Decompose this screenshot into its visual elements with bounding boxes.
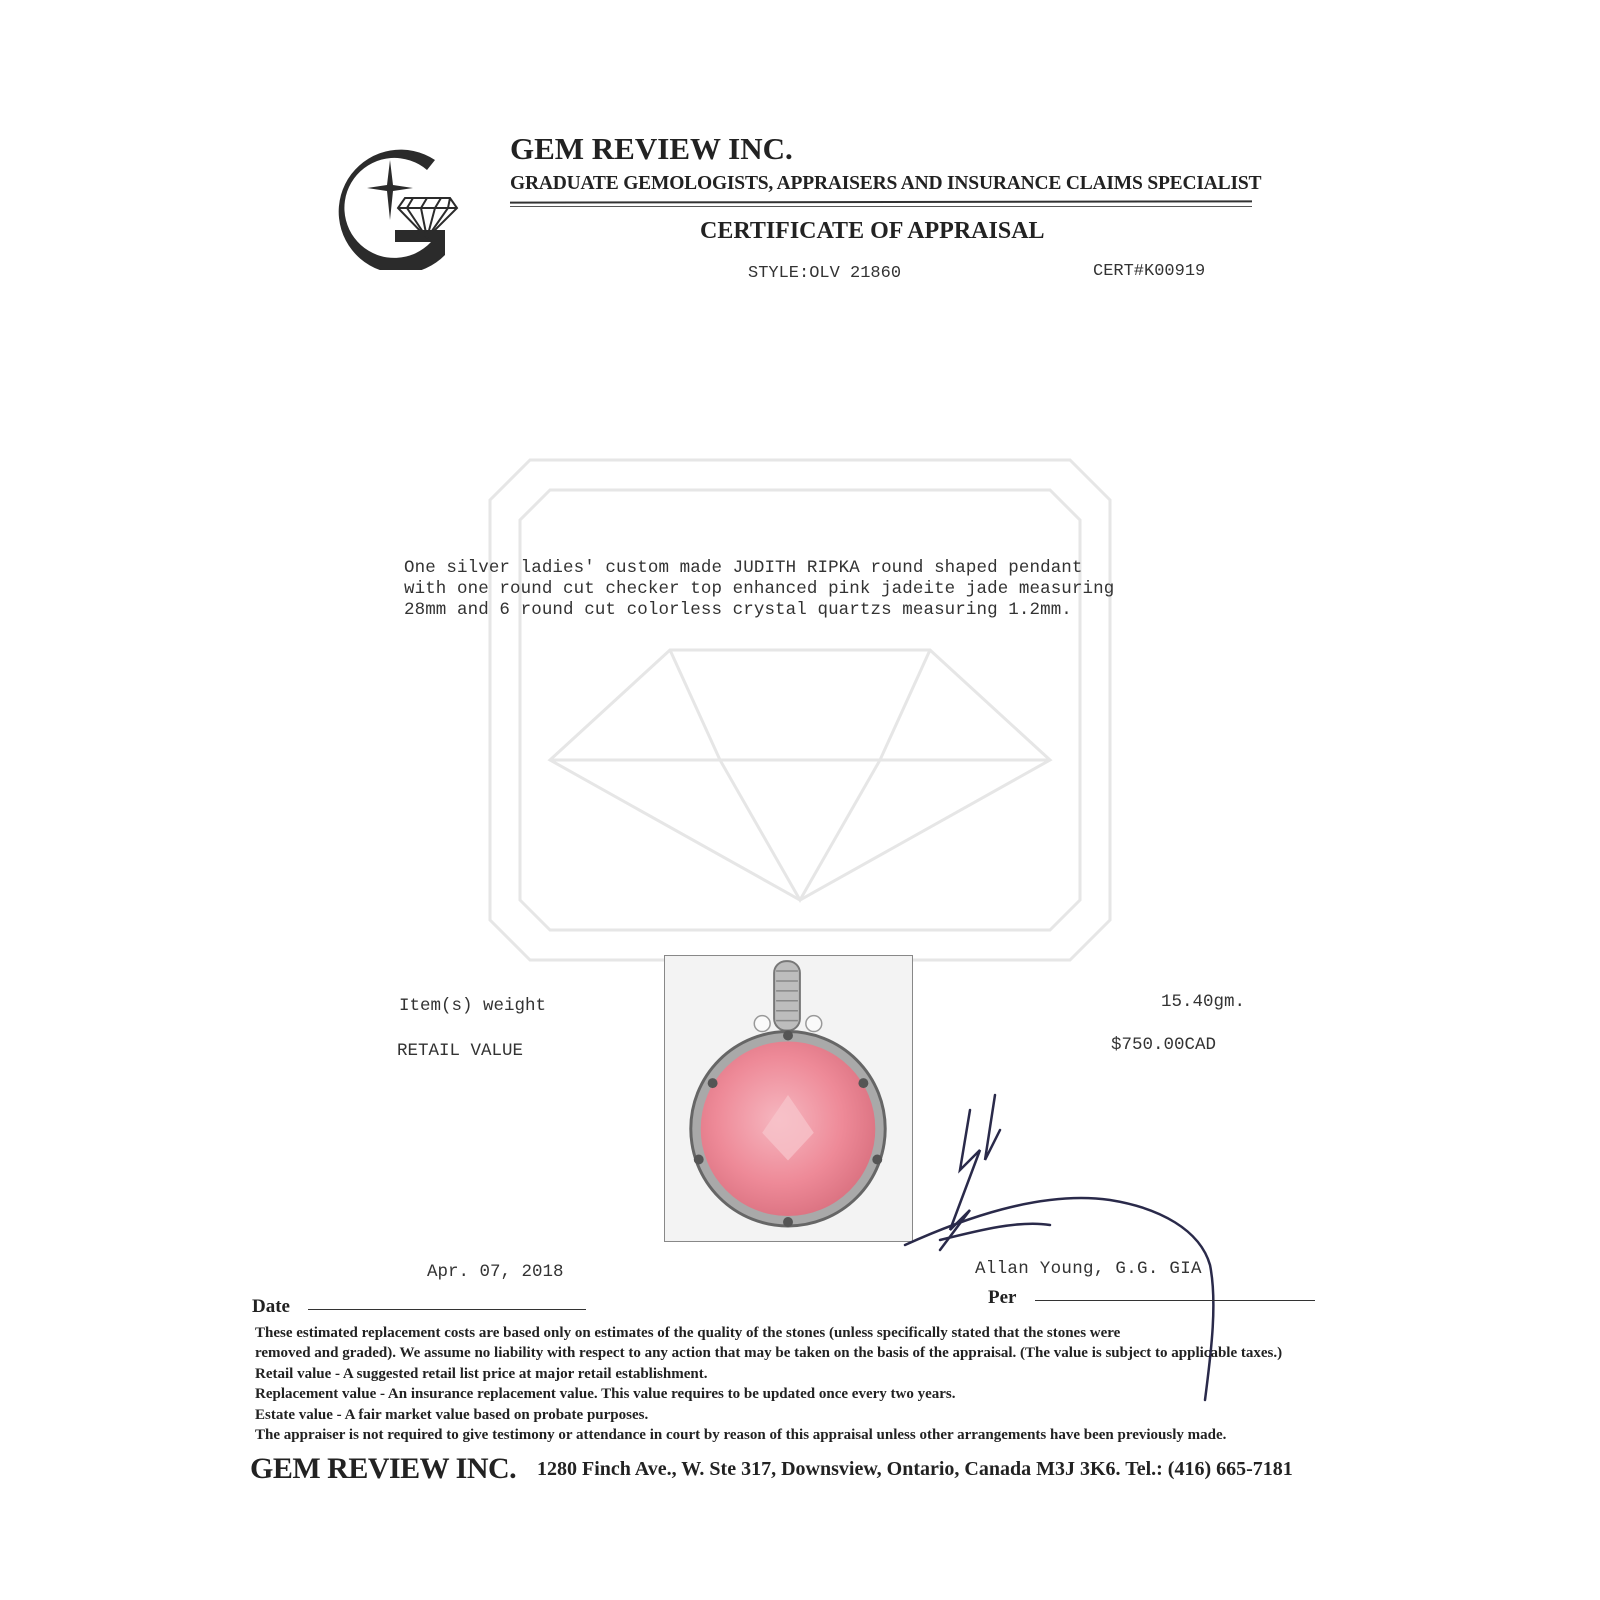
date-line xyxy=(308,1309,586,1310)
pendant-photo xyxy=(664,955,913,1242)
item-description: One silver ladies' custom made JUDITH RIPKA round shaped pendant with one round cut checker top enhanced pink jadeite jade measuring 28mm and 6 round cut colorless crystal quartzs measuring 1.2mm. xyxy=(404,558,1115,620)
retail-value-label: RETAIL VALUE xyxy=(397,1041,524,1061)
per-line xyxy=(1035,1300,1315,1301)
company-name: GEM REVIEW INC. xyxy=(510,131,793,166)
watermark-diamond xyxy=(470,430,1130,990)
document-title: CERTIFICATE OF APPRAISAL xyxy=(700,218,1045,244)
disclaimer-line: removed and graded). We assume no liability with respect to any action that may be taken on the basis of the appraisal. (The value is subject to applicable taxes.) xyxy=(255,1345,1283,1361)
appraisal-date: Apr. 07, 2018 xyxy=(427,1262,564,1282)
date-label: Date xyxy=(252,1296,290,1317)
header-rule-thin xyxy=(510,206,1252,207)
certificate-number: CERT#K00919 xyxy=(1093,262,1206,281)
footer-company-name: GEM REVIEW INC. xyxy=(250,1452,517,1485)
disclaimer-line: Retail value - A suggested retail list price at major retail establishment. xyxy=(255,1366,708,1382)
weight-label: Item(s) weight xyxy=(399,996,547,1016)
appraiser-name: Allan Young, G.G. GIA xyxy=(975,1259,1202,1279)
disclaimer-line: Estate value - A fair market value based on probate purposes. xyxy=(255,1407,649,1423)
footer-address: 1280 Finch Ave., W. Ste 317, Downsview, Ontario, Canada M3J 3K6. Tel.: (416) 665-7181 xyxy=(537,1458,1293,1480)
weight-value: 15.40gm. xyxy=(1161,992,1246,1012)
company-tagline: GRADUATE GEMOLOGISTS, APPRAISERS AND INSURANCE CLAIMS SPECIALIST xyxy=(510,173,1262,194)
disclaimer-line: The appraiser is not required to give testimony or attendance in court by reason of this appraisal unless other arrangements have been previously made. xyxy=(255,1427,1227,1443)
disclaimer-line: These estimated replacement costs are based only on estimates of the quality of the stones (unless specifically stated that the stones were xyxy=(255,1325,1121,1341)
company-logo xyxy=(335,130,465,270)
header-rule xyxy=(510,200,1252,203)
appraiser-signature xyxy=(900,1090,1280,1410)
per-label: Per xyxy=(988,1287,1017,1308)
retail-value-amount: $750.00CAD xyxy=(1111,1035,1217,1055)
style-number: STYLE:OLV 21860 xyxy=(748,264,902,283)
disclaimer-line: Replacement value - An insurance replacement value. This value requires to be updated once every two years. xyxy=(255,1386,956,1402)
